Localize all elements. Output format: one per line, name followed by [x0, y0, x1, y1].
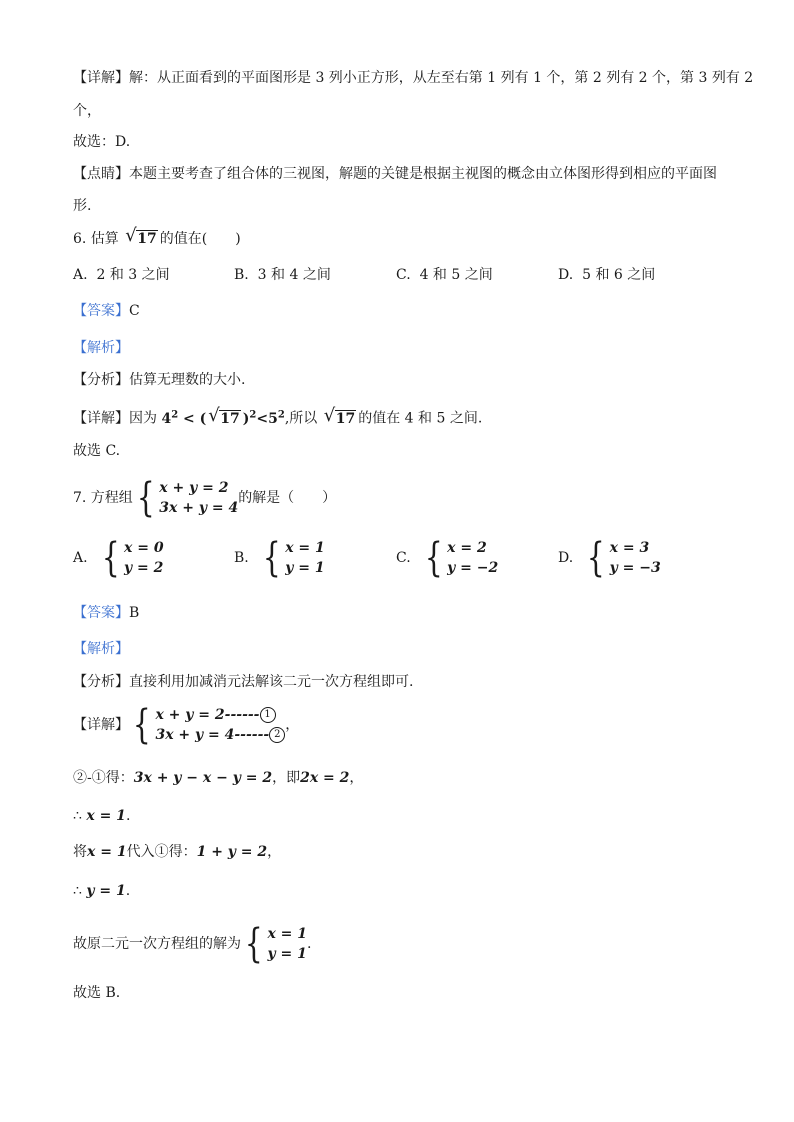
left-brace-icon: {	[136, 475, 155, 521]
q5-choice: 故选：D.	[73, 134, 131, 150]
left-brace-icon: {	[424, 535, 443, 581]
detail-tag: 【详解】	[73, 717, 129, 733]
q7-choice: 故选 B.	[73, 985, 121, 1001]
q7-analyze	[73, 672, 413, 692]
q6-analyze-text: 估算无理数的大小.	[129, 372, 246, 388]
q6-suffix: 的值在( )	[159, 231, 241, 247]
left-brace-icon: {	[244, 921, 263, 967]
q5-detail-line1	[73, 68, 753, 88]
q7-option-c[interactable]: C. { x = 2 y = −2	[396, 535, 499, 581]
q7-answer-value: B	[129, 605, 140, 621]
left-brace-icon: {	[262, 535, 281, 581]
q5-review-text: 本题主要考查了组合体的三视图，解题的关键是根据主视图的概念由立体图形得到相应的平面图	[129, 166, 717, 182]
equation-system: { x + y = 2------ 1 3x + y = 4------ 2	[129, 705, 285, 745]
q6-option-b[interactable]: B. 3 和 4 之间	[234, 267, 331, 283]
detail-tag: 【详解】	[73, 410, 129, 427]
q6-answer	[73, 301, 140, 321]
q7-option-b[interactable]: B. { x = 1 y = 1	[234, 535, 325, 581]
q7-option-d[interactable]: D. { x = 3 y = −3	[558, 535, 661, 581]
left-brace-icon: {	[101, 535, 120, 581]
q5-review-line2: 形.	[73, 198, 92, 214]
sqrt-symbol: √ 17	[125, 225, 157, 247]
q7-detail: 【详解】 { x + y = 2------ 1 3x + y = 4------ 2 ，	[73, 702, 300, 748]
review-tag: 【点睛】	[73, 166, 129, 182]
q5-detail-line2: 个，	[73, 103, 101, 119]
q7-option-a[interactable]: A. { x = 0 y = 2	[73, 535, 164, 581]
q7-analyze-text: 直接利用加减消元法解该二元一次方程组即可.	[129, 674, 414, 690]
q5-detail-text: 解：从正面看到的平面图形是 3 列小正方形，从左至右第 1 列有 1 个，第 2 列有 2 个，第 3 列有 2	[129, 70, 754, 86]
equation-system: { x = 1 y = 1	[244, 921, 308, 967]
q6-option-c[interactable]: C. 4 和 5 之间	[396, 267, 493, 283]
analyze-tag: 【分析】	[73, 372, 129, 388]
q6-question	[73, 225, 241, 249]
q6-prefix: 6. 估算	[73, 231, 119, 247]
q6-answer-value: C	[129, 303, 140, 319]
circled-two: 2	[269, 727, 285, 743]
q7-step4: ∴ y = 1.	[73, 883, 131, 899]
left-brace-icon: {	[587, 535, 605, 581]
q5-review-line1	[73, 164, 717, 184]
q7-answer	[73, 603, 139, 623]
q7-step5: 故原二元一次方程组的解为 { x = 1 y = 1 .	[73, 921, 312, 967]
q7-prefix: 7. 方程组	[73, 490, 133, 506]
q6-option-a[interactable]: A. 2 和 3 之间	[73, 267, 170, 283]
q6-analysis-tag: 【解析】	[73, 340, 129, 356]
q6-option-d[interactable]: D. 5 和 6 之间	[558, 267, 656, 283]
circled-one: 1	[260, 707, 276, 723]
q7-step3: 将x = 1代入①得：1 + y = 2，	[73, 844, 282, 860]
sqrt-symbol: √ 17	[323, 404, 356, 427]
answer-tag: 【答案】	[73, 605, 129, 621]
q6-radicand: 17	[137, 231, 157, 247]
q6-analyze	[73, 370, 245, 390]
q6-detail: 【详解】因为 $4^2$ < ( √ 17 )$^2<5^2$,所以 √ 17 的值在 4 和 5 之间.	[73, 404, 483, 427]
analyze-tag: 【分析】	[73, 674, 129, 690]
answer-tag: 【答案】	[73, 303, 129, 319]
left-brace-icon: {	[132, 702, 151, 748]
q7-analysis-tag: 【解析】	[73, 641, 129, 657]
detail-tag: 【详解】	[73, 70, 129, 86]
q7-step2: ∴ x = 1.	[73, 808, 131, 824]
q7-question	[73, 475, 337, 521]
q7-suffix: 的解是（ ）	[238, 490, 337, 506]
inequality: $4^2$ < ( √ 17 )$^2<5^2$	[161, 404, 285, 427]
equation-system: { x + y = 2 3x + y = 4	[136, 475, 239, 521]
q7-step1: ②-①得：3x + y − x − y = 2，即2x = 2，	[73, 770, 364, 786]
q6-choice: 故选 C.	[73, 443, 121, 459]
